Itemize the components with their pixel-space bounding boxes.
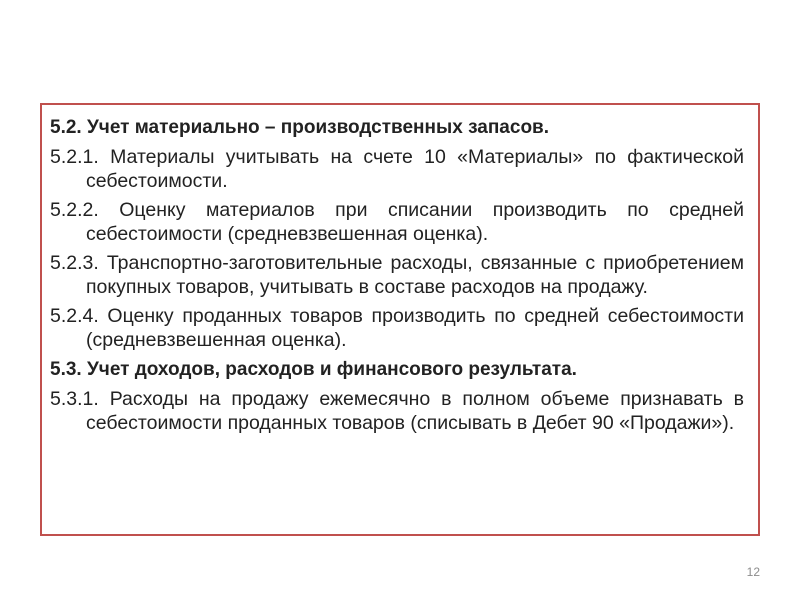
section-heading-5-2: 5.2. Учет материально – производственных запасов. xyxy=(50,117,550,138)
paragraph-5-2-2: 5.2.2. Оценку материалов при списании производить по средней себестоимости (средневзвешенная оценка). xyxy=(50,199,744,245)
paragraph-5-3-1: 5.3.1. Расходы на продажу ежемесячно в полном объеме признавать в себестоимости проданных товаров (списывать в Дебет 90 «Продажи»). xyxy=(50,388,744,434)
paragraph-5-2-4: 5.2.4. Оценку проданных товаров производить по средней себестоимости (средневзвешенная оценка). xyxy=(50,305,744,351)
paragraph-5-2-3: 5.2.3. Транспортно-заготовительные расходы, связанные с приобретением покупных товаров, учитывать в составе расходов на продажу. xyxy=(50,252,744,298)
slide-page-number: 12 xyxy=(746,565,760,579)
content-box xyxy=(40,103,760,536)
paragraph-5-2-1: 5.2.1. Материалы учитывать на счете 10 «Материалы» по фактической себестоимости. xyxy=(50,146,744,192)
section-heading-5-3: 5.3. Учет доходов, расходов и финансового результата. xyxy=(50,359,577,380)
